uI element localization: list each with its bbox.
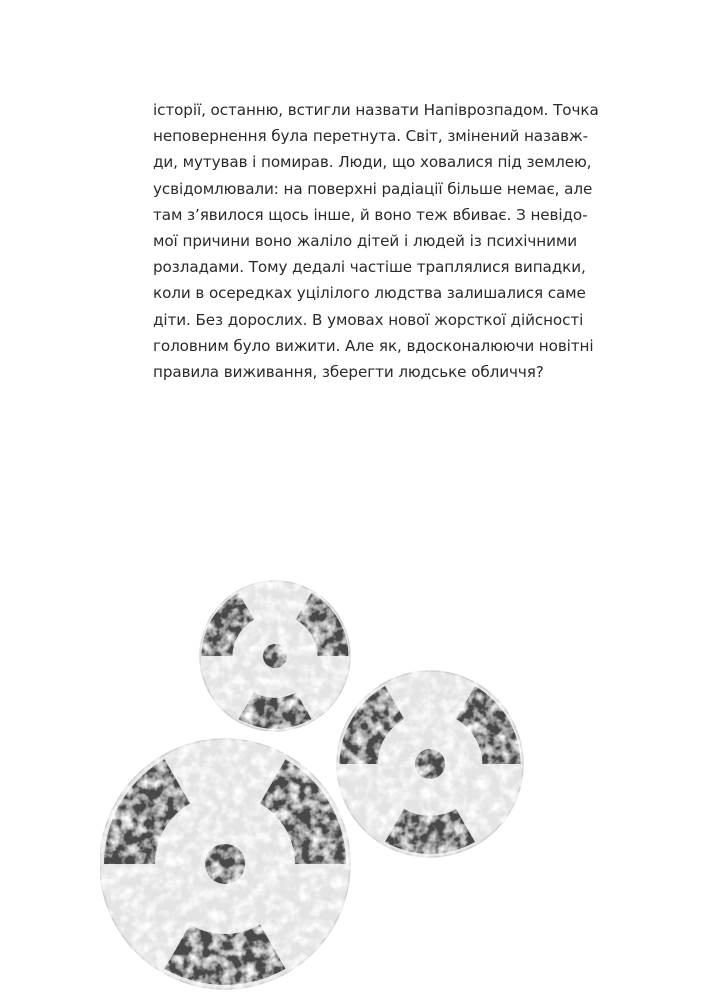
text-line: розладами. Тому дедалі частіше траплялися випадки, [153, 258, 586, 277]
text-line: історії, останню, встигли назвати Напіврозпадом. Точка [153, 101, 599, 119]
text-line: там з’явилося щось інше, й воно теж вбиває. З невідо- [153, 205, 588, 224]
text-line: усвідомлювали: на поверхні радіації більше немає, але [153, 179, 593, 198]
radiation-symbol-icon [337, 671, 523, 857]
radiation-symbol-icon [200, 581, 350, 731]
radiation-symbol-icon [100, 739, 350, 989]
text-line: головним було вижити. Але як, вдосконалюючи новітні [153, 336, 594, 355]
text-line: правила виживання, зберегти людське обличчя? [153, 363, 544, 382]
body-paragraph [153, 97, 599, 385]
text-line: діти. Без дорослих. В умовах нової жорсткої дійсності [153, 310, 584, 329]
text-line: мої причини воно жаліло дітей і людей із психічними [153, 232, 577, 251]
text-line: неповернення була перетнута. Світ, змінений назавж- [153, 127, 588, 146]
radiation-symbols-illustration [100, 570, 540, 1000]
text-line: коли в осередках уцілілого людства залишалися саме [153, 284, 586, 303]
text-line: ди, мутував і помирав. Люди, що ховалися під землею, [153, 153, 592, 172]
